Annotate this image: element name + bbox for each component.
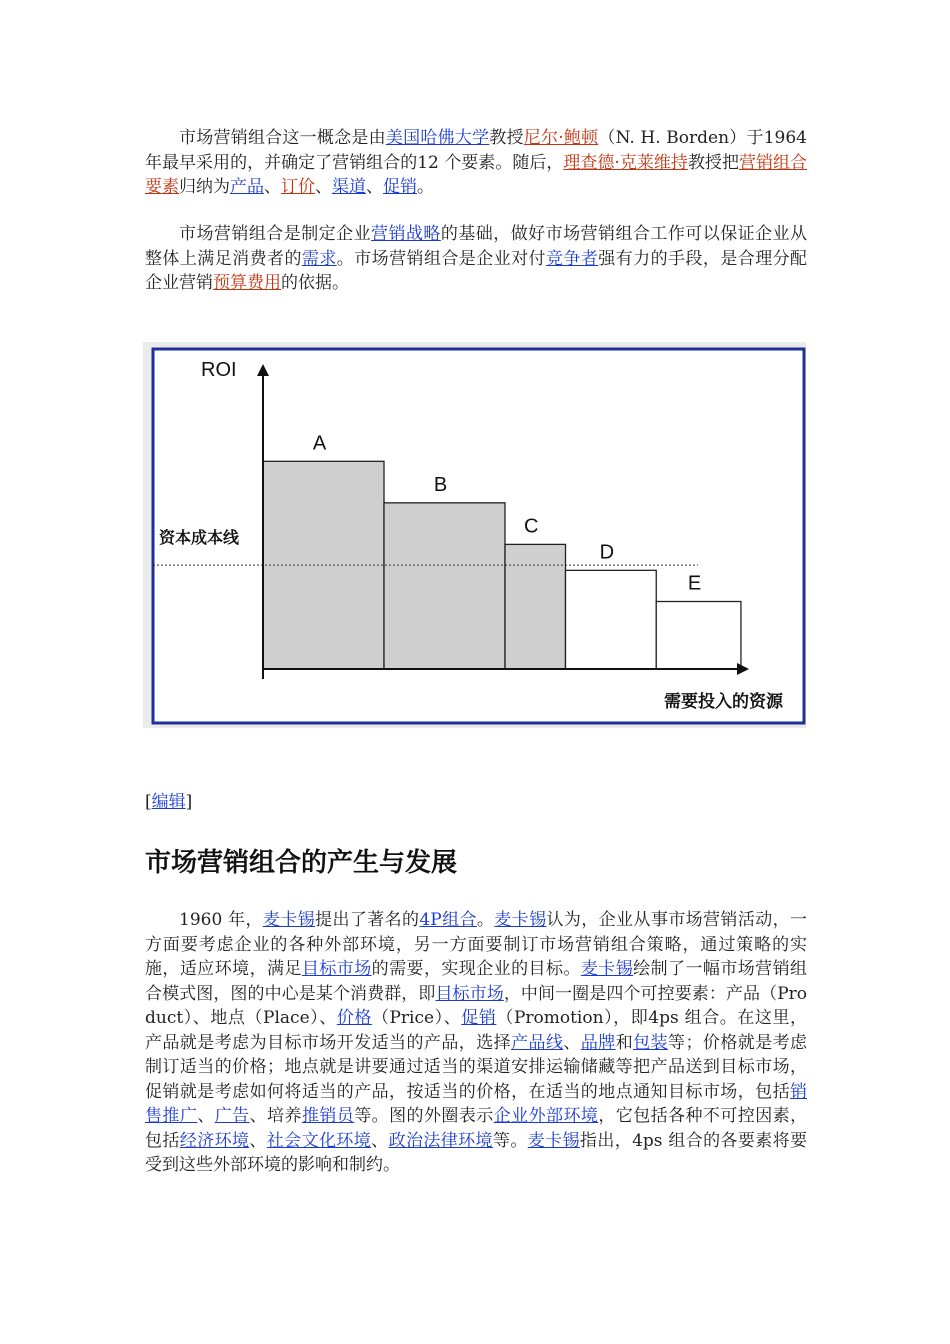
inline-link[interactable]: 订价 bbox=[281, 177, 315, 197]
text-run: 市场营销组合这一概念是由 bbox=[179, 128, 386, 148]
inline-link[interactable]: 理查德·克莱维持 bbox=[563, 152, 688, 173]
text-run: 、 bbox=[249, 1130, 267, 1151]
text-run: 市场营销组合是制定企业 bbox=[179, 224, 372, 244]
text-run: 、 bbox=[371, 1130, 389, 1151]
bar-label-e: E bbox=[687, 572, 702, 595]
text-run: ，它包括各种不可控因素，包括 bbox=[145, 1106, 808, 1151]
text-run: 。 bbox=[417, 177, 434, 197]
inline-link[interactable]: 广告 bbox=[214, 1106, 250, 1126]
inline-link[interactable]: 企业外部环境 bbox=[493, 1106, 599, 1126]
text-run: 1960 年， bbox=[179, 910, 263, 930]
bar-d bbox=[566, 570, 657, 669]
bar-label-a: A bbox=[312, 432, 327, 455]
inline-link[interactable]: 营销战略 bbox=[371, 224, 441, 244]
bar-label-d: D bbox=[599, 541, 615, 564]
text-run: 。 bbox=[476, 910, 495, 930]
text-run: 和 bbox=[615, 1032, 634, 1053]
inline-link[interactable]: 促销 bbox=[461, 1008, 497, 1028]
inline-link[interactable]: 经济环境 bbox=[179, 1130, 250, 1151]
x-axis-label: 需要投入的资源 bbox=[664, 692, 783, 712]
intro-paragraph bbox=[145, 126, 807, 200]
bar-b bbox=[384, 503, 505, 669]
inline-link[interactable]: 产品 bbox=[230, 177, 264, 197]
inline-link[interactable]: 麦卡锡 bbox=[580, 959, 634, 979]
inline-link[interactable]: 尼尔·鲍顿 bbox=[523, 128, 599, 148]
y-axis-label: ROI bbox=[201, 359, 237, 381]
roi-chart bbox=[143, 342, 806, 728]
text-run: 等。 bbox=[492, 1130, 528, 1151]
text-run: 的基础，做好市场营销组合工作可以保证企业从整体上满足消费者的 bbox=[145, 224, 808, 269]
edit-link[interactable]: 编辑 bbox=[151, 792, 186, 812]
inline-link[interactable]: 政治法律环境 bbox=[388, 1130, 493, 1151]
inline-link[interactable]: 4P组合 bbox=[419, 910, 477, 930]
inline-link[interactable]: 美国哈佛大学 bbox=[385, 128, 490, 148]
text-run: ，中间一圈是四个可控要素：产品（Product）、地点（Place）、 bbox=[145, 983, 808, 1028]
inline-link[interactable]: 营销组合要素 bbox=[145, 152, 808, 197]
inline-link[interactable]: 麦卡锡 bbox=[494, 910, 547, 930]
text-run: 等；价格就是考虑制订适当的价格；地点就是讲要通过适当的渠道安排运输储藏等把产品送到目标市场，促销就是考虑如何将适当的产品，按适当的价格，在适当的地点通知目标市场，包括 bbox=[145, 1032, 808, 1102]
bar-label-b: B bbox=[433, 473, 448, 496]
bar-label-c: C bbox=[524, 515, 539, 538]
text-run: 、 bbox=[366, 177, 383, 197]
text-run: 等。图的外圈表示 bbox=[354, 1106, 494, 1126]
text-run: 强有力的手段，是合理分配企业营销 bbox=[145, 248, 808, 293]
inline-link[interactable]: 品牌 bbox=[580, 1032, 616, 1053]
inline-link[interactable]: 社会文化环境 bbox=[266, 1130, 372, 1151]
text-run: 认为，企业从事市场营销活动，一方面要考虑企业的各种外部环境，另一方面要制订市场营销组合策略，通过策略的实施，适应环境，满足 bbox=[145, 910, 808, 979]
edit-section-link: [编辑] bbox=[145, 792, 193, 812]
text-run: 、培养 bbox=[249, 1106, 302, 1126]
inline-link[interactable]: 价格 bbox=[336, 1008, 372, 1028]
inline-link[interactable]: 目标市场 bbox=[435, 983, 504, 1004]
text-run: 提出了著名的 bbox=[315, 910, 420, 930]
inline-link[interactable]: 需求 bbox=[301, 248, 337, 269]
inline-link[interactable]: 预算费用 bbox=[213, 273, 281, 293]
text-run: 归纳为 bbox=[179, 177, 230, 197]
text-run: 指出，4ps 组合的各要素将要受到这些外部环境的影响和制约。 bbox=[145, 1130, 808, 1175]
inline-link[interactable]: 目标市场 bbox=[301, 959, 372, 979]
text-run: 、 bbox=[563, 1032, 581, 1053]
inline-link[interactable]: 竞争者 bbox=[545, 248, 599, 269]
inline-link[interactable]: 包装 bbox=[633, 1032, 669, 1053]
text-run: （Price）、 bbox=[371, 1008, 462, 1028]
text-run: 绘制了一幅市场营销组合模式图，图的中心是某个消费群，即 bbox=[145, 959, 808, 1004]
inline-link[interactable]: 产品线 bbox=[511, 1032, 564, 1053]
text-run: 的需要，实现企业的目标。 bbox=[371, 959, 581, 979]
basis-paragraph bbox=[145, 222, 807, 296]
inline-link[interactable]: 销售推广 bbox=[145, 1081, 807, 1126]
text-run: 教授把 bbox=[687, 152, 739, 173]
history-paragraph bbox=[145, 908, 807, 1178]
inline-link[interactable]: 促销 bbox=[383, 177, 417, 197]
text-run: 、 bbox=[197, 1106, 215, 1126]
inline-link[interactable]: 推销员 bbox=[301, 1106, 355, 1126]
bar-e bbox=[656, 602, 741, 670]
inline-link[interactable]: 麦卡锡 bbox=[527, 1130, 580, 1151]
text-run: （N. H. Borden）于1964年最早采用的，并确定了营销组合的12 个要素。随后， bbox=[145, 128, 808, 173]
text-run: 教授 bbox=[489, 128, 524, 148]
text-run: 的依据。 bbox=[281, 273, 349, 293]
text-run: 。市场营销组合是企业对付 bbox=[336, 248, 546, 269]
text-run: 、 bbox=[315, 177, 332, 197]
inline-link[interactable]: 麦卡锡 bbox=[262, 910, 316, 930]
inline-link[interactable]: 渠道 bbox=[332, 177, 366, 197]
text-run: 、 bbox=[264, 177, 281, 197]
bar-c bbox=[505, 544, 566, 669]
cost-line-label: 资本成本线 bbox=[159, 528, 240, 547]
text-run: （Promotion），即4ps 组合。在这里，产品就是考虑为目标市场开发适当的产品，选择 bbox=[145, 1008, 808, 1053]
section-heading: 市场营销组合的产生与发展 bbox=[145, 848, 458, 878]
